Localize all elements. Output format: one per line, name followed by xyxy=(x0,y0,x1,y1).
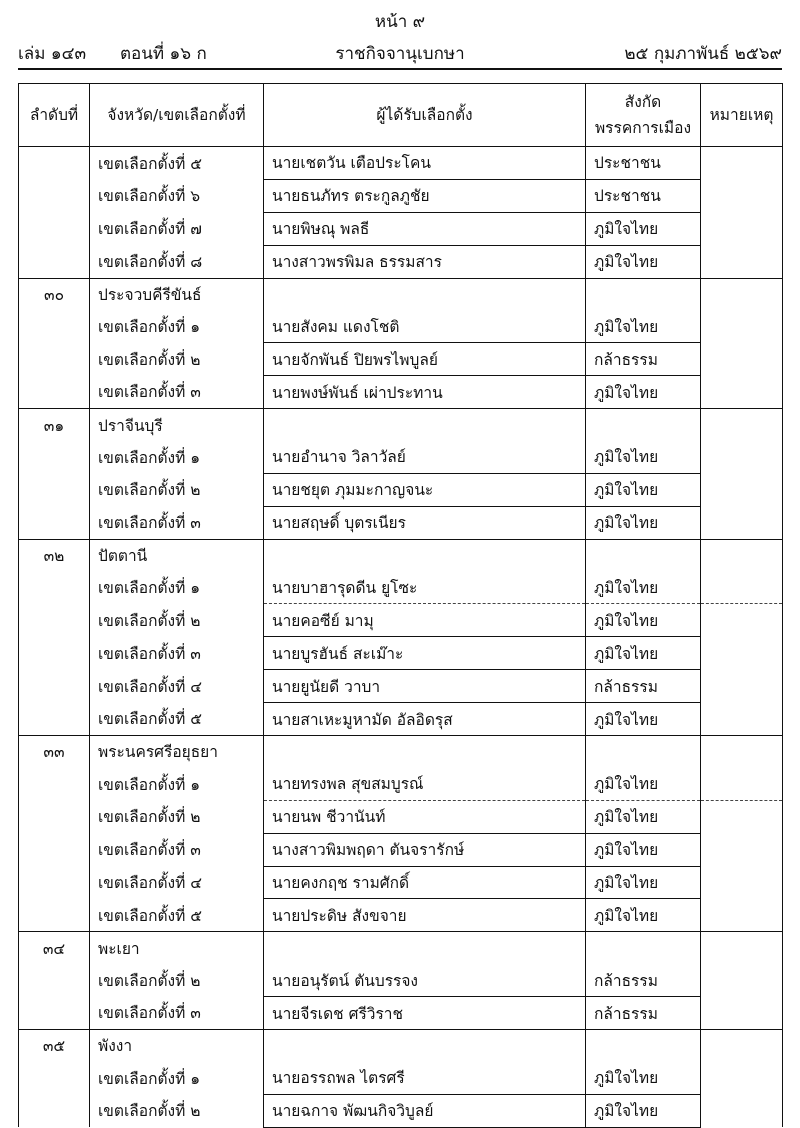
party-cell: ภูมิใจไทย xyxy=(586,212,701,245)
candidate-name-cell: นายเชตวัน เตือประโคน xyxy=(264,147,586,180)
sequence-cell xyxy=(19,637,90,670)
sequence-cell xyxy=(19,441,90,473)
candidate-name-cell xyxy=(264,539,586,571)
candidate-name-cell: นายทรงพล สุขสมบูรณ์ xyxy=(264,768,586,800)
col-header-name: ผู้ได้รับเลือกตั้ง xyxy=(264,84,586,147)
district-cell: เขตเลือกตั้งที่ ๓ xyxy=(90,376,264,409)
province-row xyxy=(19,736,783,768)
party-cell: ภูมิใจไทย xyxy=(586,572,701,604)
sequence-cell xyxy=(19,833,90,866)
sequence-cell xyxy=(19,310,90,342)
candidate-name-cell: นายพิษณุ พลธี xyxy=(264,212,586,245)
party-cell: ภูมิใจไทย xyxy=(586,376,701,409)
sequence-cell xyxy=(19,1062,90,1094)
table-row xyxy=(19,604,783,637)
sequence-cell xyxy=(19,506,90,539)
publication-date: ๒๕ กุมภาพันธ์ ๒๕๖๙ xyxy=(624,44,782,64)
col-header-area: จังหวัด/เขตเลือกตั้งที่ xyxy=(90,84,264,147)
header-rule xyxy=(18,68,782,70)
district-cell: เขตเลือกตั้งที่ ๖ xyxy=(90,179,264,212)
sequence-cell xyxy=(19,473,90,506)
district-cell: เขตเลือกตั้งที่ ๑ xyxy=(90,310,264,342)
candidate-name-cell: นายจีรเดช ศรีวิราช xyxy=(264,997,586,1030)
candidate-name-cell: นายประดิษ สังขจาย xyxy=(264,899,586,932)
sequence-cell xyxy=(19,670,90,703)
note-cell xyxy=(701,866,783,899)
sequence-cell xyxy=(19,768,90,800)
party-cell: ภูมิใจไทย xyxy=(586,1062,701,1094)
note-cell xyxy=(701,441,783,473)
col-header-seq: ลำดับที่ xyxy=(19,84,90,147)
note-cell xyxy=(701,768,783,800)
note-cell xyxy=(701,932,783,964)
district-cell: เขตเลือกตั้งที่ ๓ xyxy=(90,506,264,539)
note-cell xyxy=(701,278,783,310)
province-cell: ประจวบคีรีขันธ์ xyxy=(90,278,264,310)
party-cell: ภูมิใจไทย xyxy=(586,473,701,506)
party-cell: ภูมิใจไทย xyxy=(586,703,701,736)
candidate-name-cell: นายสังคม แดงโชติ xyxy=(264,310,586,342)
province-row xyxy=(19,278,783,310)
note-cell xyxy=(701,800,783,833)
sequence-cell xyxy=(19,866,90,899)
candidate-name-cell: นายยูนัยดี วาบา xyxy=(264,670,586,703)
note-cell xyxy=(701,736,783,768)
elected-members-table xyxy=(18,83,783,1128)
note-cell xyxy=(701,473,783,506)
sequence-cell xyxy=(19,899,90,932)
candidate-name-cell: นายคงกฤช รามศักดิ์ xyxy=(264,866,586,899)
table-row xyxy=(19,441,783,473)
candidate-name-cell: นายพงษ์พันธ์ เผ่าประทาน xyxy=(264,376,586,409)
district-cell: เขตเลือกตั้งที่ ๑ xyxy=(90,1062,264,1094)
district-cell: เขตเลือกตั้งที่ ๑ xyxy=(90,768,264,800)
district-cell: เขตเลือกตั้งที่ ๑ xyxy=(90,572,264,604)
candidate-name-cell: นางสาวพิมพฤดา ตันจรารักษ์ xyxy=(264,833,586,866)
col-header-party xyxy=(586,84,701,147)
party-cell: ภูมิใจไทย xyxy=(586,506,701,539)
party-cell: ประชาชน xyxy=(586,147,701,180)
sequence-cell: ๓๔ xyxy=(19,932,90,964)
note-cell xyxy=(701,539,783,571)
sequence-cell: ๓๐ xyxy=(19,278,90,310)
party-cell: ภูมิใจไทย xyxy=(586,866,701,899)
note-cell xyxy=(701,409,783,441)
district-cell: เขตเลือกตั้งที่ ๒ xyxy=(90,473,264,506)
party-cell: ภูมิใจไทย xyxy=(586,768,701,800)
table-row xyxy=(19,572,783,604)
sequence-cell xyxy=(19,1094,90,1127)
candidate-name-cell xyxy=(264,278,586,310)
district-cell: เขตเลือกตั้งที่ ๕ xyxy=(90,147,264,180)
province-cell: พังงา xyxy=(90,1030,264,1062)
note-cell xyxy=(701,833,783,866)
party-cell xyxy=(586,736,701,768)
table-row xyxy=(19,343,783,376)
sequence-cell xyxy=(19,179,90,212)
note-cell xyxy=(701,343,783,376)
sequence-cell: ๓๒ xyxy=(19,539,90,571)
page-number: หน้า ๙ xyxy=(374,12,426,32)
candidate-name-cell: นายสฤษดิ์ บุตรเนียร xyxy=(264,506,586,539)
note-cell xyxy=(701,703,783,736)
district-cell: เขตเลือกตั้งที่ ๒ xyxy=(90,343,264,376)
table-row xyxy=(19,473,783,506)
party-cell xyxy=(586,409,701,441)
col-header-party-line1: สังกัด xyxy=(624,93,662,111)
party-cell: ภูมิใจไทย xyxy=(586,604,701,637)
party-cell: ภูมิใจไทย xyxy=(586,310,701,342)
party-cell: ภูมิใจไทย xyxy=(586,637,701,670)
table-row xyxy=(19,866,783,899)
note-cell xyxy=(701,310,783,342)
candidate-name-cell: นางสาวพรพิมล ธรรมสาร xyxy=(264,245,586,278)
party-cell: ภูมิใจไทย xyxy=(586,833,701,866)
note-cell xyxy=(701,376,783,409)
candidate-name-cell: นายอนุรัตน์ ตันบรรจง xyxy=(264,964,586,996)
candidate-name-cell: นายบูรฮันธ์ สะเม๊าะ xyxy=(264,637,586,670)
note-cell xyxy=(701,604,783,637)
candidate-name-cell: นายฉกาจ พัฒนกิจวิบูลย์ xyxy=(264,1094,586,1127)
table-row xyxy=(19,1094,783,1127)
sequence-cell xyxy=(19,212,90,245)
province-row xyxy=(19,409,783,441)
province-row xyxy=(19,932,783,964)
note-cell xyxy=(701,147,783,180)
col-header-party-line2: พรรคการเมือง xyxy=(594,119,692,137)
table-row xyxy=(19,245,783,278)
col-header-note: หมายเหตุ xyxy=(701,84,783,147)
province-row xyxy=(19,539,783,571)
candidate-name-cell: นายธนภัทร ตระกูลภูชัย xyxy=(264,179,586,212)
party-cell: กล้าธรรม xyxy=(586,964,701,996)
table-header-row xyxy=(19,84,783,147)
note-cell xyxy=(701,1062,783,1094)
party-cell: ประชาชน xyxy=(586,179,701,212)
sequence-cell xyxy=(19,376,90,409)
sequence-cell: ๓๑ xyxy=(19,409,90,441)
note-cell xyxy=(701,1094,783,1127)
sequence-cell xyxy=(19,604,90,637)
sequence-cell: ๓๕ xyxy=(19,1030,90,1062)
sequence-cell xyxy=(19,572,90,604)
volume-label: เล่ม ๑๔๓ xyxy=(18,44,87,64)
party-cell: กล้าธรรม xyxy=(586,670,701,703)
sequence-cell xyxy=(19,997,90,1030)
province-cell: ปัตตานี xyxy=(90,539,264,571)
publication-title: ราชกิจจานุเบกษา xyxy=(335,44,465,64)
note-cell xyxy=(701,506,783,539)
party-cell xyxy=(586,1030,701,1062)
note-cell xyxy=(701,179,783,212)
party-cell: กล้าธรรม xyxy=(586,343,701,376)
note-cell xyxy=(701,212,783,245)
district-cell: เขตเลือกตั้งที่ ๓ xyxy=(90,997,264,1030)
table-row xyxy=(19,833,783,866)
district-cell: เขตเลือกตั้งที่ ๗ xyxy=(90,212,264,245)
table-row xyxy=(19,212,783,245)
district-cell: เขตเลือกตั้งที่ ๕ xyxy=(90,899,264,932)
note-cell xyxy=(701,899,783,932)
district-cell: เขตเลือกตั้งที่ ๒ xyxy=(90,964,264,996)
district-cell: เขตเลือกตั้งที่ ๒ xyxy=(90,800,264,833)
district-cell: เขตเลือกตั้งที่ ๕ xyxy=(90,703,264,736)
party-cell: ภูมิใจไทย xyxy=(586,1094,701,1127)
party-cell xyxy=(586,539,701,571)
party-cell: ภูมิใจไทย xyxy=(586,245,701,278)
province-cell: ปราจีนบุรี xyxy=(90,409,264,441)
province-row xyxy=(19,1030,783,1062)
party-cell: ภูมิใจไทย xyxy=(586,800,701,833)
table-row xyxy=(19,147,783,180)
table-row xyxy=(19,670,783,703)
candidate-name-cell xyxy=(264,409,586,441)
party-cell xyxy=(586,932,701,964)
sequence-cell xyxy=(19,703,90,736)
note-cell xyxy=(701,1030,783,1062)
district-cell: เขตเลือกตั้งที่ ๘ xyxy=(90,245,264,278)
sequence-cell xyxy=(19,245,90,278)
sequence-cell xyxy=(19,343,90,376)
party-cell: ภูมิใจไทย xyxy=(586,441,701,473)
table-row xyxy=(19,506,783,539)
candidate-name-cell: นายคอซีย์ มามุ xyxy=(264,604,586,637)
table-row xyxy=(19,1062,783,1094)
note-cell xyxy=(701,964,783,996)
candidate-name-cell: นายอรรถพล ไตรศรี xyxy=(264,1062,586,1094)
candidate-name-cell: นายอำนาจ วิลาวัลย์ xyxy=(264,441,586,473)
party-cell xyxy=(586,278,701,310)
district-cell: เขตเลือกตั้งที่ ๔ xyxy=(90,670,264,703)
table-row xyxy=(19,376,783,409)
district-cell: เขตเลือกตั้งที่ ๑ xyxy=(90,441,264,473)
candidate-name-cell: นายนพ ชีวานันท์ xyxy=(264,800,586,833)
party-cell: ภูมิใจไทย xyxy=(586,899,701,932)
table-row xyxy=(19,310,783,342)
table-row xyxy=(19,899,783,932)
table-row xyxy=(19,179,783,212)
sequence-cell: ๓๓ xyxy=(19,736,90,768)
table-row xyxy=(19,800,783,833)
sequence-cell xyxy=(19,800,90,833)
district-cell: เขตเลือกตั้งที่ ๒ xyxy=(90,604,264,637)
table-row xyxy=(19,703,783,736)
candidate-name-cell: นายจักพันธ์ ปิยพรไพบูลย์ xyxy=(264,343,586,376)
district-cell: เขตเลือกตั้งที่ ๔ xyxy=(90,866,264,899)
province-cell: พะเยา xyxy=(90,932,264,964)
province-cell: พระนครศรีอยุธยา xyxy=(90,736,264,768)
candidate-name-cell: นายชยุต ภุมมะกาญจนะ xyxy=(264,473,586,506)
candidate-name-cell: นายบาฮารุดดีน ยูโซะ xyxy=(264,572,586,604)
party-cell: กล้าธรรม xyxy=(586,997,701,1030)
note-cell xyxy=(701,245,783,278)
note-cell xyxy=(701,572,783,604)
district-cell: เขตเลือกตั้งที่ ๓ xyxy=(90,833,264,866)
candidate-name-cell: นายสาเหะมูหามัด อัลอิดรุส xyxy=(264,703,586,736)
note-cell xyxy=(701,637,783,670)
table-row xyxy=(19,637,783,670)
sequence-cell xyxy=(19,147,90,180)
district-cell: เขตเลือกตั้งที่ ๓ xyxy=(90,637,264,670)
candidate-name-cell xyxy=(264,932,586,964)
candidate-name-cell xyxy=(264,736,586,768)
issue-label: ตอนที่ ๑๖ ก xyxy=(120,44,207,64)
district-cell: เขตเลือกตั้งที่ ๒ xyxy=(90,1094,264,1127)
table-row xyxy=(19,964,783,996)
candidate-name-cell xyxy=(264,1030,586,1062)
table-row xyxy=(19,768,783,800)
note-cell xyxy=(701,997,783,1030)
note-cell xyxy=(701,670,783,703)
sequence-cell xyxy=(19,964,90,996)
table-row xyxy=(19,997,783,1030)
